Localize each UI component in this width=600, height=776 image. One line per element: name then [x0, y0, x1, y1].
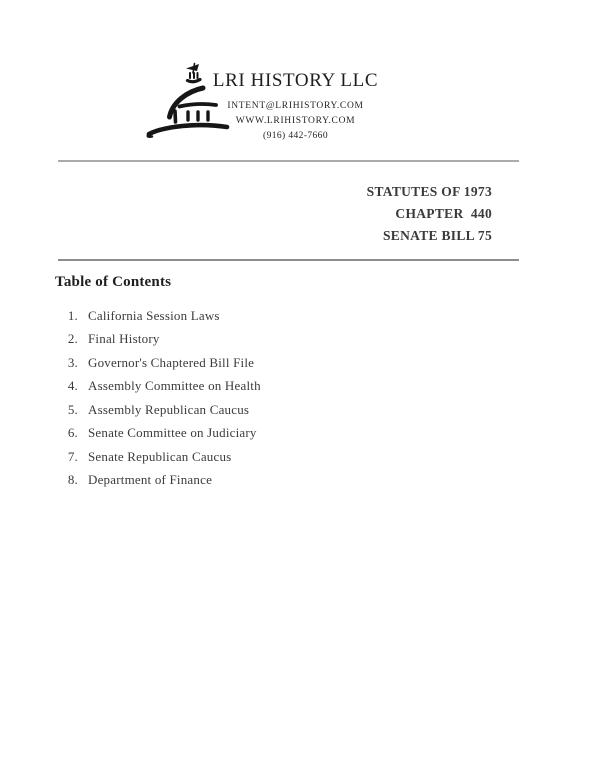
toc-item-label: Senate Republican Caucus — [88, 448, 232, 464]
statute-reference-block — [367, 181, 492, 247]
toc-item-number: 5. — [67, 401, 78, 417]
toc-item-number: 4. — [67, 378, 78, 394]
toc-item-label: Governor's Chaptered Bill File — [88, 354, 255, 370]
toc-item — [0, 304, 600, 328]
reference-divider-rule — [58, 259, 519, 261]
toc-item — [0, 445, 600, 469]
toc-item-number: 7. — [67, 448, 78, 464]
company-website: WWW.LRIHISTORY.COM — [235, 116, 356, 126]
toc-heading: Table of Contents — [55, 274, 172, 290]
toc-item-number: 2. — [67, 331, 78, 347]
chapter-line: CHAPTER 440 — [395, 206, 492, 221]
toc-item-label: California Session Laws — [88, 307, 220, 323]
toc-list — [0, 304, 600, 492]
header-divider-rule — [58, 160, 519, 162]
toc-item-label: Assembly Committee on Health — [88, 378, 261, 394]
toc-item-label: Assembly Republican Caucus — [88, 401, 250, 417]
toc-item-number: 1. — [67, 307, 78, 323]
toc-item — [0, 422, 600, 446]
toc-item-number: 6. — [67, 425, 78, 441]
company-name: LRI HISTORY LLC — [212, 70, 379, 91]
toc-item-label: Department of Finance — [88, 472, 213, 488]
company-header — [173, 70, 418, 144]
company-email: INTENT@LRIHISTORY.COM — [227, 101, 364, 111]
toc-item — [0, 375, 600, 399]
toc-item-number: 8. — [67, 472, 78, 488]
senate-bill-line: SENATE BILL 75 — [383, 228, 492, 243]
toc-item-number: 3. — [67, 354, 78, 370]
toc-item — [0, 328, 600, 352]
statutes-line: STATUTES OF 1973 — [366, 184, 492, 199]
company-phone: (916) 442-7660 — [263, 131, 328, 141]
toc-item-label: Senate Committee on Judiciary — [88, 425, 257, 441]
toc-item-label: Final History — [88, 331, 160, 347]
toc-item — [0, 351, 600, 375]
toc-item — [0, 398, 600, 422]
toc-item — [0, 469, 600, 493]
